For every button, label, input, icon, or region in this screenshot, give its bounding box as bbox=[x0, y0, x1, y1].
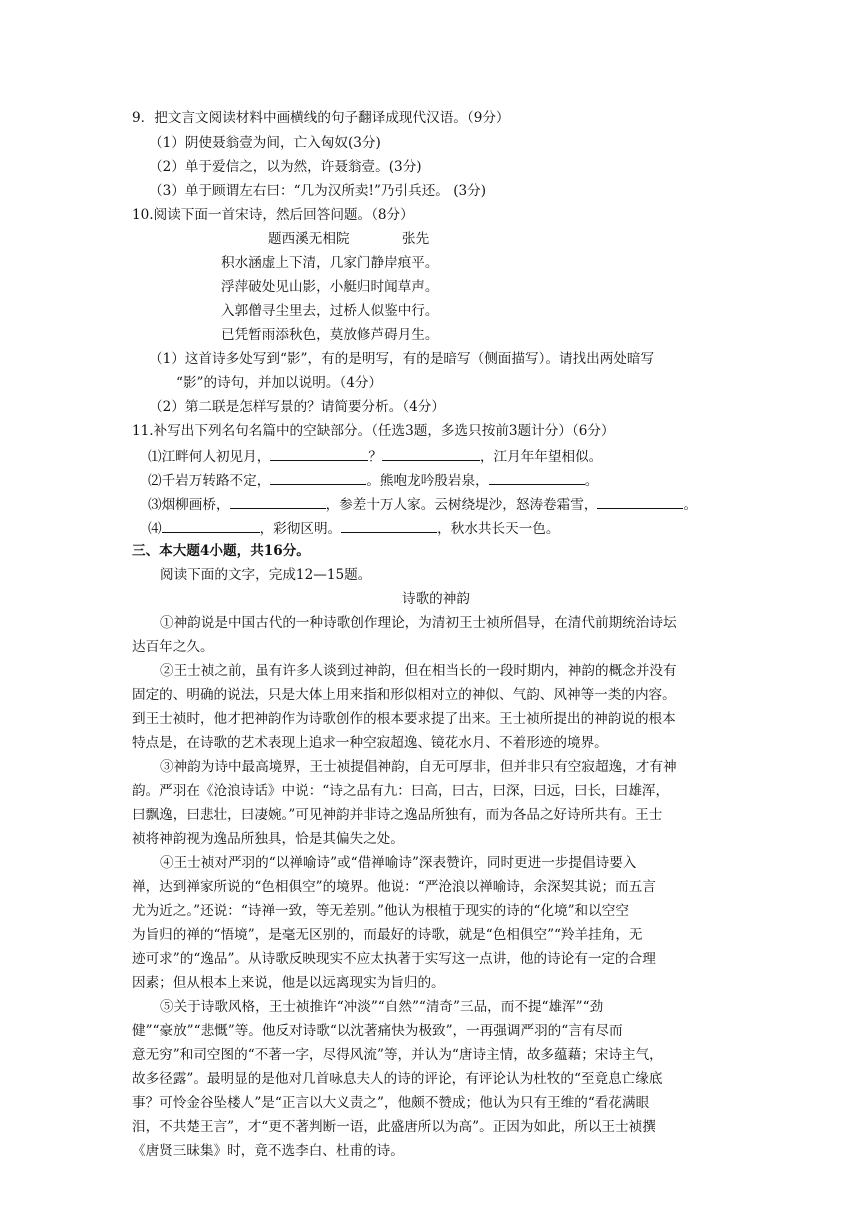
poem-line-3: 入郭僧寻尘里去，过桥人似鉴中行。 bbox=[221, 303, 439, 319]
row2-text-a: ⑵千岩万转路不定， bbox=[148, 473, 271, 489]
passage-line: 《唐贤三昧集》时，竟不选李白、杜甫的诗。 bbox=[132, 1143, 404, 1159]
section-heading: 三、本大题4小题，共16分。 bbox=[132, 543, 310, 559]
q11-row-2 bbox=[148, 470, 598, 490]
row1-text-b: ？ bbox=[368, 449, 382, 465]
passage-line: 事？可怜金谷坠楼人”是“正言以大义责之”，他颇不赞成；他认为只有王维的“看花满眼 bbox=[132, 1095, 650, 1111]
passage-line: 泪，不共楚王言”，才“更不著判断一语，此盛唐所以为高”。正因为如此，所以王士祯撰 bbox=[132, 1119, 656, 1135]
poem-line-4: 已凭暂雨添秋色，莫放修芦碍月生。 bbox=[221, 327, 439, 343]
row2-text-c: 。 bbox=[584, 473, 599, 489]
row4-text-a: ⑷ bbox=[148, 521, 162, 537]
passage-title: 诗歌的神韵 bbox=[402, 591, 470, 607]
answer-blank[interactable] bbox=[597, 494, 683, 509]
poem-line-1: 积水涵虚上下清，几家门静岸痕平。 bbox=[221, 255, 439, 271]
passage-line: 祯将神韵视为逸品所独具，恰是其偏失之处。 bbox=[132, 831, 404, 847]
answer-blank[interactable] bbox=[489, 470, 585, 485]
passage-line: 尤为近之。”还说：“诗禅一致，等无差别。”他认为根植于现实的诗的“化境”和以空空 bbox=[132, 903, 629, 919]
section-instruction: 阅读下面的文字，完成12—15题。 bbox=[160, 567, 372, 583]
q11-row-1 bbox=[148, 446, 602, 466]
q9-item-3: （3）单于顾谓左右曰：“几为汉所卖!”乃引兵还。 (3分) bbox=[149, 183, 487, 199]
passage-line: 韵。严羽在《沧浪诗话》中说：“诗之品有九：曰高，曰古，曰深，曰远，曰长，曰雄浑， bbox=[132, 783, 670, 799]
row3-text-b: ，参差十万人家。云树绕堤沙，怒涛卷霜雪， bbox=[325, 497, 598, 513]
passage-line: 到王士祯时，他才把神韵作为诗歌创作的根本要求提了出来。王士祯所提出的神韵说的根本 bbox=[132, 711, 676, 727]
answer-blank[interactable] bbox=[270, 470, 366, 485]
passage-line: 健”“豪放”“悲慨”等。他反对诗歌“以沈著痛快为极致”，一再强调严羽的“言有尽而 bbox=[132, 1023, 623, 1039]
row4-text-b: ，彩彻区明。 bbox=[259, 521, 342, 537]
passage-line: ⑤关于诗歌风格，王士祯推许“冲淡”“自然”“清奇”三品，而不提“雄浑”“劲 bbox=[160, 999, 604, 1015]
passage-line: 特点是，在诗歌的艺术表现上追求一种空寂超逸、镜花水月、不着形迹的境界。 bbox=[132, 735, 608, 751]
q11-row-3 bbox=[148, 494, 697, 514]
passage-line: 禅，达到禅家所说的“色相俱空”的境界。他说：“严沧浪以禅喻诗，余深契其说；而五言 bbox=[132, 879, 656, 895]
passage-line: ③神韵为诗中最高境界，王士祯提倡神韵，自无可厚非，但并非只有空寂超逸，才有神 bbox=[160, 759, 677, 775]
answer-blank[interactable] bbox=[382, 446, 480, 461]
passage-line: 固定的、明确的说法，只是大体上用来指和形似相对立的神似、气韵、风神等一类的内容。 bbox=[132, 687, 676, 703]
passage-line: 曰飘逸，曰悲壮，曰凄婉。”可见神韵并非诗之逸品所独有，而为各品之好诗所共有。王士 bbox=[132, 807, 663, 823]
row2-text-b: 。熊咆龙吟殷岩泉， bbox=[366, 473, 489, 489]
q9-item-2: （2）单于爱信之，以为然，许聂翁壹。(3分) bbox=[149, 159, 422, 175]
row1-text-a: ⑴江畔何人初见月， bbox=[148, 449, 271, 465]
answer-blank[interactable] bbox=[270, 446, 368, 461]
passage-line: 意无穷”和司空图的“不著一字，尽得风流”等，并认为“唐诗主情，故多蕴藉；宋诗主气， bbox=[132, 1047, 663, 1063]
passage-line: 因素；但从根本上来说，他是以远离现实为旨归的。 bbox=[132, 975, 445, 991]
answer-blank[interactable] bbox=[341, 518, 437, 533]
poem-author: 张先 bbox=[402, 231, 430, 247]
q10-stem: 10.阅读下面一首宋诗，然后回答问题。（8分） bbox=[132, 207, 414, 223]
row3-text-a: ⑶烟柳画桥， bbox=[148, 497, 230, 513]
passage-line: 为旨归的禅的“悟境”，是毫无区别的，而最好的诗歌，就是“色相俱空”“羚羊挂角，无 bbox=[132, 927, 643, 943]
row4-text-c: ，秋水共长天一色。 bbox=[437, 521, 560, 537]
row3-text-c: 。 bbox=[683, 497, 698, 513]
answer-blank[interactable] bbox=[230, 494, 326, 509]
poem-line-2: 浮萍破处见山影，小艇归时闻草声。 bbox=[221, 279, 439, 295]
q9-item-1: （1）阴使聂翁壹为间，亡入匈奴(3分) bbox=[149, 135, 381, 151]
passage-line: 故多径露”。最明显的是他对几首咏息夫人的诗的评论，有评论认为杜牧的“至竟息亡缘底 bbox=[132, 1071, 663, 1087]
passage-line: ④王士祯对严羽的“以禅喻诗”或“借禅喻诗”深表赞许，同时更进一步提倡诗要入 bbox=[160, 855, 637, 871]
poem-title: 题西溪无相院 bbox=[268, 231, 350, 247]
q9-stem: 9．把文言文阅读材料中画横线的句子翻译成现代汉语。（9分） bbox=[132, 110, 510, 126]
passage-line: ②王士祯之前，虽有许多人谈到过神韵，但在相当长的一段时期内，神韵的概念并没有 bbox=[160, 663, 677, 679]
q11-row-4 bbox=[148, 518, 560, 538]
q10-sub1-line1: （1）这首诗多处写到“影”，有的是明写，有的是暗写（侧面描写）。请找出两处暗写 bbox=[149, 351, 655, 367]
q11-stem: 11.补写出下列名句名篇中的空缺部分。（任选3题，多选只按前3题计分）（6分） bbox=[132, 423, 615, 439]
passage-line: ①神韵说是中国古代的一种诗歌创作理论，为清初王士祯所倡导，在清代前期统治诗坛 bbox=[160, 615, 677, 631]
passage-line: 迹可求”的“逸品”。从诗歌反映现实不应太执著于实写这一点讲，他的诗论有一定的合理 bbox=[132, 951, 656, 967]
q10-sub1-line2: “影”的诗句，并加以说明。（4分） bbox=[176, 375, 383, 391]
answer-blank[interactable] bbox=[162, 518, 260, 533]
row1-text-c: ，江月年年望相似。 bbox=[479, 449, 603, 465]
q10-sub2: （2）第二联是怎样写景的？请简要分析。（4分） bbox=[149, 399, 445, 415]
passage-line: 达百年之久。 bbox=[132, 639, 214, 655]
